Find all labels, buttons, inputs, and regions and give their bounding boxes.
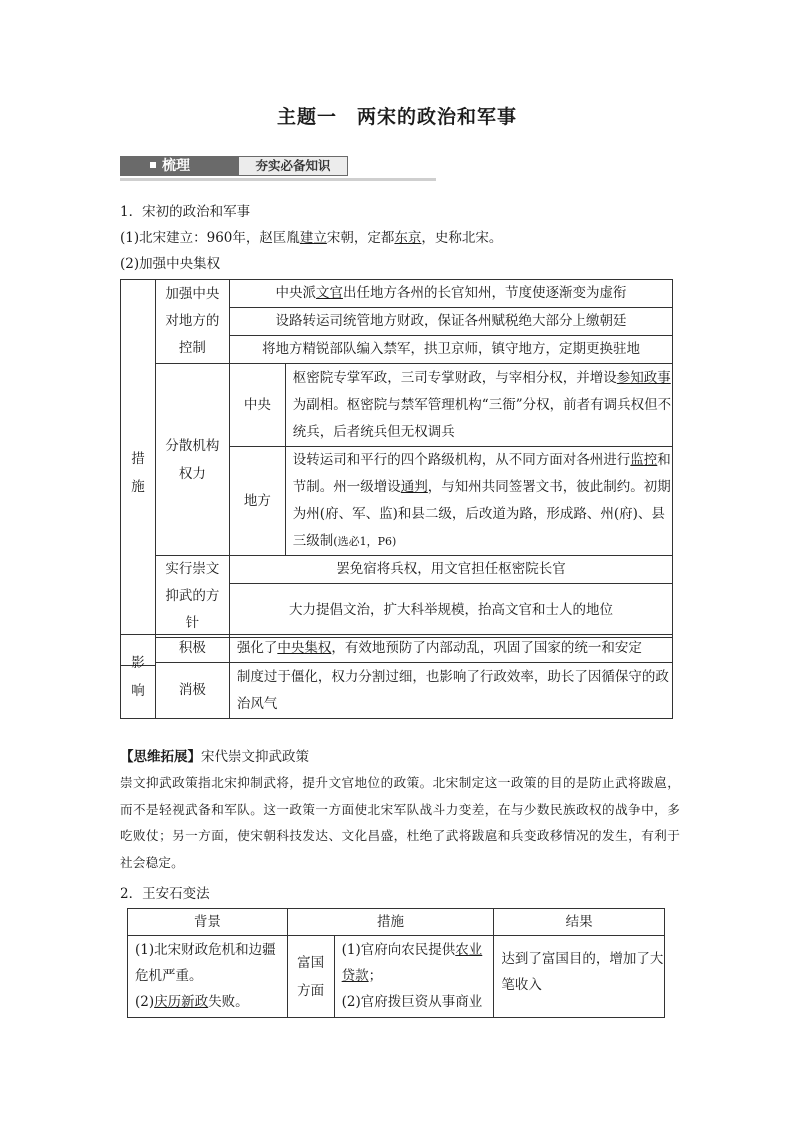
table-cell: 大力提倡文治，扩大科举规模，抬高文官和士人的地位 xyxy=(229,584,672,638)
blank-answer: 建立 xyxy=(299,230,327,246)
table-cell-impact: 影响 xyxy=(121,635,156,719)
table-cell-measures: (1)官府向农民提供农业贷款； (2)官府拨巨资从事商业 xyxy=(334,936,494,1018)
wang-anshi-reform-table xyxy=(127,908,665,1018)
table-cell-background: (1)北宋财政危机和边疆危机严重。 (2)庆历新政失败。 xyxy=(128,936,288,1018)
table-cell: 将地方精锐部队编入禁军，拱卫京师，镇守地方，定期更换驻地 xyxy=(229,336,672,364)
thinking-extension-body: 崇文抑武政策指北宋抑制武将，提升文官地位的政策。北宋制定这一政策的目的是防止武将跋扈，而不是轻视武备和军队。这一政策一方面使北宋军队战斗力变差，在与少数民族政权的战争中，多吃败仗；另一方面，使宋朝科技发达、文化昌盛，杜绝了武将跋扈和兵变政移情况的发生，有利于社会稳定。 xyxy=(120,775,680,870)
table-cell-result: 达到了富国目的，增加了大笔收入 xyxy=(494,936,665,1018)
thinking-extension-heading: 【思维拓展】宋代崇文抑武政策 xyxy=(120,749,309,765)
centralization-table xyxy=(120,279,673,666)
section-1-heading: 1．宋初的政治和军事 xyxy=(120,204,251,220)
section-banner xyxy=(120,156,436,182)
table-cell-power-division-label: 分散机构权力 xyxy=(155,364,229,556)
table-cell: 设路转运司统管地方财政，保证各州赋税绝大部分上缴朝廷 xyxy=(229,308,672,336)
impact-table xyxy=(120,634,673,719)
table-cell-category: 富国方面 xyxy=(287,936,334,1018)
table-header-result: 结果 xyxy=(494,909,665,936)
table-cell-measures: 措施 xyxy=(121,280,156,666)
banner-label-box xyxy=(120,156,238,176)
square-bullet-icon xyxy=(150,162,156,168)
textbook-reference: (选必1，P6) xyxy=(333,535,397,548)
table-cell: 中央派文官出任地方各州的长官知州，节度使逐渐变为虚衔 xyxy=(229,280,672,308)
table-cell: 强化了中央集权，有效地预防了内部动乱，巩固了国家的统一和安定 xyxy=(229,635,672,663)
section-2-heading: 2．王安石变法 xyxy=(120,886,210,902)
table-cell-negative: 消极 xyxy=(155,663,229,719)
page-title: 主题一 两宋的政治和军事 xyxy=(276,106,517,128)
table-header-measures: 措施 xyxy=(287,909,494,936)
blank-answer: 农业贷款 xyxy=(341,942,483,984)
table-cell-civil-policy-label: 实行崇文抑武的方针 xyxy=(155,556,229,638)
table-header-background: 背景 xyxy=(128,909,288,936)
table-cell-local-control-label: 加强中央对地方的控制 xyxy=(155,280,229,364)
table-cell: 枢密院专掌军政，三司专掌财政，与宰相分权，并增设参知政事为副相。枢密院与禁军管理机构“三衙”分权，前者有调兵权但不统兵，后者统兵但无权调兵 xyxy=(285,364,672,447)
blank-answer: 参知政事 xyxy=(616,369,671,386)
table-cell: 罢免宿将兵权，用文官担任枢密院长官 xyxy=(229,556,672,584)
blank-answer: 中央集权 xyxy=(277,640,332,656)
table-cell: 设转运司和平行的四个路级机构，从不同方面对各州进行监控和节制。州一级增设通判，与知州共同签署文书，彼此制约。初期为州(府、军、监)和县二级，后改道为路，形成路、州(府)、县三级制(选必1，P6) xyxy=(285,447,672,556)
blank-answer: 文官 xyxy=(315,285,343,301)
table-cell-positive: 积极 xyxy=(155,635,229,663)
blank-answer: 庆历新政 xyxy=(154,994,209,1010)
banner-tag: 夯实必备知识 xyxy=(238,156,348,176)
banner-rule xyxy=(120,178,436,181)
table-cell-local: 地方 xyxy=(229,447,285,556)
blank-answer: 通判 xyxy=(400,479,428,495)
table-cell: 制度过于僵化，权力分割过细，也影响了行政效率，助长了因循保守的政治风气 xyxy=(229,663,672,719)
banner-label: 梳理 xyxy=(162,158,190,174)
section-1-item-1: (1)北宋建立：960年，赵匡胤建立宋朝，定都东京，史称北宋。 xyxy=(120,230,503,246)
section-1-item-2: (2)加强中央集权 xyxy=(120,256,221,272)
table-cell-central: 中央 xyxy=(229,364,285,447)
blank-answer: 监控 xyxy=(630,452,658,468)
blank-answer: 东京 xyxy=(394,230,422,246)
